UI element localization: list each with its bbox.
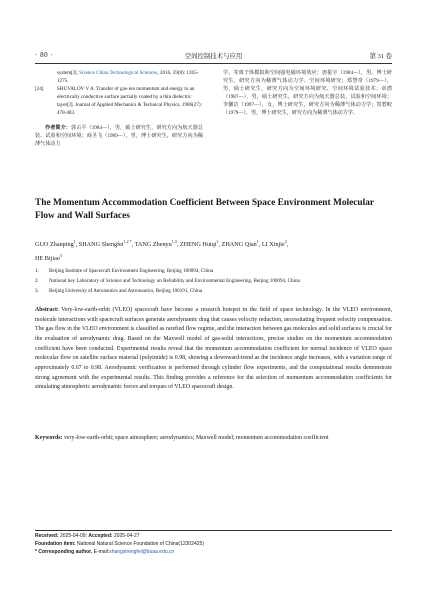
footnote-rule bbox=[35, 530, 392, 531]
footnote bbox=[35, 533, 392, 556]
abstract-text: Very-low-earth-orbit (VLEO) spacecraft have become a research hotspot in the field of space technology. In the VLEO environment, molecule interactions with spacecraft surfaces generate aerodynamic drag that causes velocity reduction, necessitating frequent velocity compensation. The gas flow in the VLEO environment is classified as rarefied flow regime, and the interaction between gas molecules and solid surfaces is crucial for the evaluation of aerodynamic drag. Based on the Maxwell model of gas-solid interactions, precise studies on the momentum accommodation coefficient have been conducted. Experimental results reveal that the momentum accommodation coefficient for normal incidence of VLEO space molecular flow on satellite surface material (polyimide) is 0.98, showing a downward-trend as the incidence angle increases, with a variation range of approximately 0.67 to 0.98. Aerodynamic verification is performed through cylinder flow experiments, and the computational results demonstrate strong agreement with the experimental results. This finding provides a reference for the selection of momentum accommodation coefficients for simulating atmospheric aerodynamic forces and torques of VLEO spacecraft design. bbox=[35, 307, 392, 391]
author-bio-continued: 学、等离子体模拟和空间强电磁环境效应；唐振宇（1984—），男，博士研究生，研究方向为稀薄气体动力学、空间环境研究；郑慧奇（1979—），男，硕士研究生，研究方向为空间环境研究、空间环境试验技术；章潜（1987—），男，硕士研究生，研究方向为航天器总装、试验和空间环境；李馨洁（1997—），女，博士研究生，研究方向为稀薄气体动力学；贺碧蛟（1979—），男，博士研究生，研究方向为稀薄气体动力学。 bbox=[223, 70, 392, 117]
right-column bbox=[223, 69, 392, 118]
journal-name: 空间控制技术与应用 bbox=[184, 53, 243, 60]
author-bio-text: 郭占平（1984—），男，硕士研究生，研究方向为航天器总装、试验和空间环境；商圣飞（1989—），男，博士研究生，研究方向为稀薄气体动力 bbox=[35, 124, 203, 147]
abstract bbox=[35, 306, 392, 393]
keywords-text: very-low-earth-orbit; space atmosphere; aerodynamics; Maxwell model; momentum accommodation coefficient bbox=[63, 435, 329, 441]
author: TANG Zhenyu$^{1,3}$ bbox=[134, 239, 177, 249]
volume-label: 第 31 卷 bbox=[369, 53, 392, 60]
reference-entry bbox=[35, 69, 203, 85]
reference-number: [24] bbox=[35, 86, 44, 93]
abstract-label: Abstract: bbox=[35, 307, 59, 313]
reference-text: SHUVALOV V A. Transfer of gas-ion momentum and energy to an electrically conductive surface partially coated by a thin dielectric layer[J]. Journal of Applied Mechanics & Technical Physics, 1986(27): 478-483. bbox=[57, 86, 202, 117]
author: ZHANG Qian$^1$ bbox=[221, 239, 259, 249]
affiliation: 2. National key Laboratory of Science and Technology on Reliability and Environmental Engineering, Beijing 100094, China bbox=[35, 277, 300, 284]
email-link[interactable]: shangshengfei@buaa.edu.cn bbox=[109, 548, 175, 555]
author-bio bbox=[35, 124, 203, 148]
reference-text: system[J]. bbox=[57, 70, 80, 76]
author-list: GUO Zhanping$^1$, SHANG Shengfei$^{1,2 *}$, TANG Zhenyu$^{1,3}$, ZHENG Huiqi$^1$, ZHANG Qian$^1$, LI Xinjie$^3$, HE Bijiao$^3$ bbox=[35, 239, 289, 262]
affiliation-list bbox=[35, 267, 392, 296]
affiliation: 1. Beijing Institute of Spacecraft Environment Engineering, Beijing 100094, China bbox=[35, 268, 214, 274]
author: LI Xinjie$^3$ bbox=[261, 239, 287, 249]
author: GUO Zhanping$^1$ bbox=[35, 239, 76, 249]
author: ZHENG Huiqi$^1$ bbox=[179, 239, 219, 249]
left-column bbox=[35, 69, 203, 148]
foundation-line: Foundation item: National Natural Science Foundation of China(12302425) bbox=[35, 540, 204, 547]
author: SHANG Shengfei$^{1,2 *}$ bbox=[78, 239, 132, 249]
page-number: · 80 · bbox=[35, 51, 54, 59]
affiliation: 3. Beijing University of Aeronautics and Astronautics, Beijing 100191, China bbox=[35, 287, 203, 294]
author-bio-label: 作者简介： bbox=[45, 124, 71, 131]
running-header bbox=[35, 51, 392, 63]
reference-entry bbox=[35, 85, 203, 117]
dates-line: Received: 2025-04-09; Accepted: 2025-04-27 bbox=[35, 533, 140, 539]
reference-text: , 2016, 59(8): 1265-1275. bbox=[57, 70, 199, 85]
header-rule bbox=[35, 63, 392, 64]
corresponding-line: * Corresponding author. E-mail:shangshengfei@buaa.edu.cn bbox=[35, 548, 175, 555]
article-title: The Momentum Accommodation Coefficient Between Space Environment Molecular Flow and Wall Surfaces bbox=[35, 198, 374, 221]
author: HE Bijiao$^3$ bbox=[35, 252, 62, 262]
keywords bbox=[35, 433, 392, 443]
keywords-label: Keywords: bbox=[35, 435, 63, 441]
reference-link[interactable]: Science China Technological Sciences bbox=[79, 70, 158, 76]
